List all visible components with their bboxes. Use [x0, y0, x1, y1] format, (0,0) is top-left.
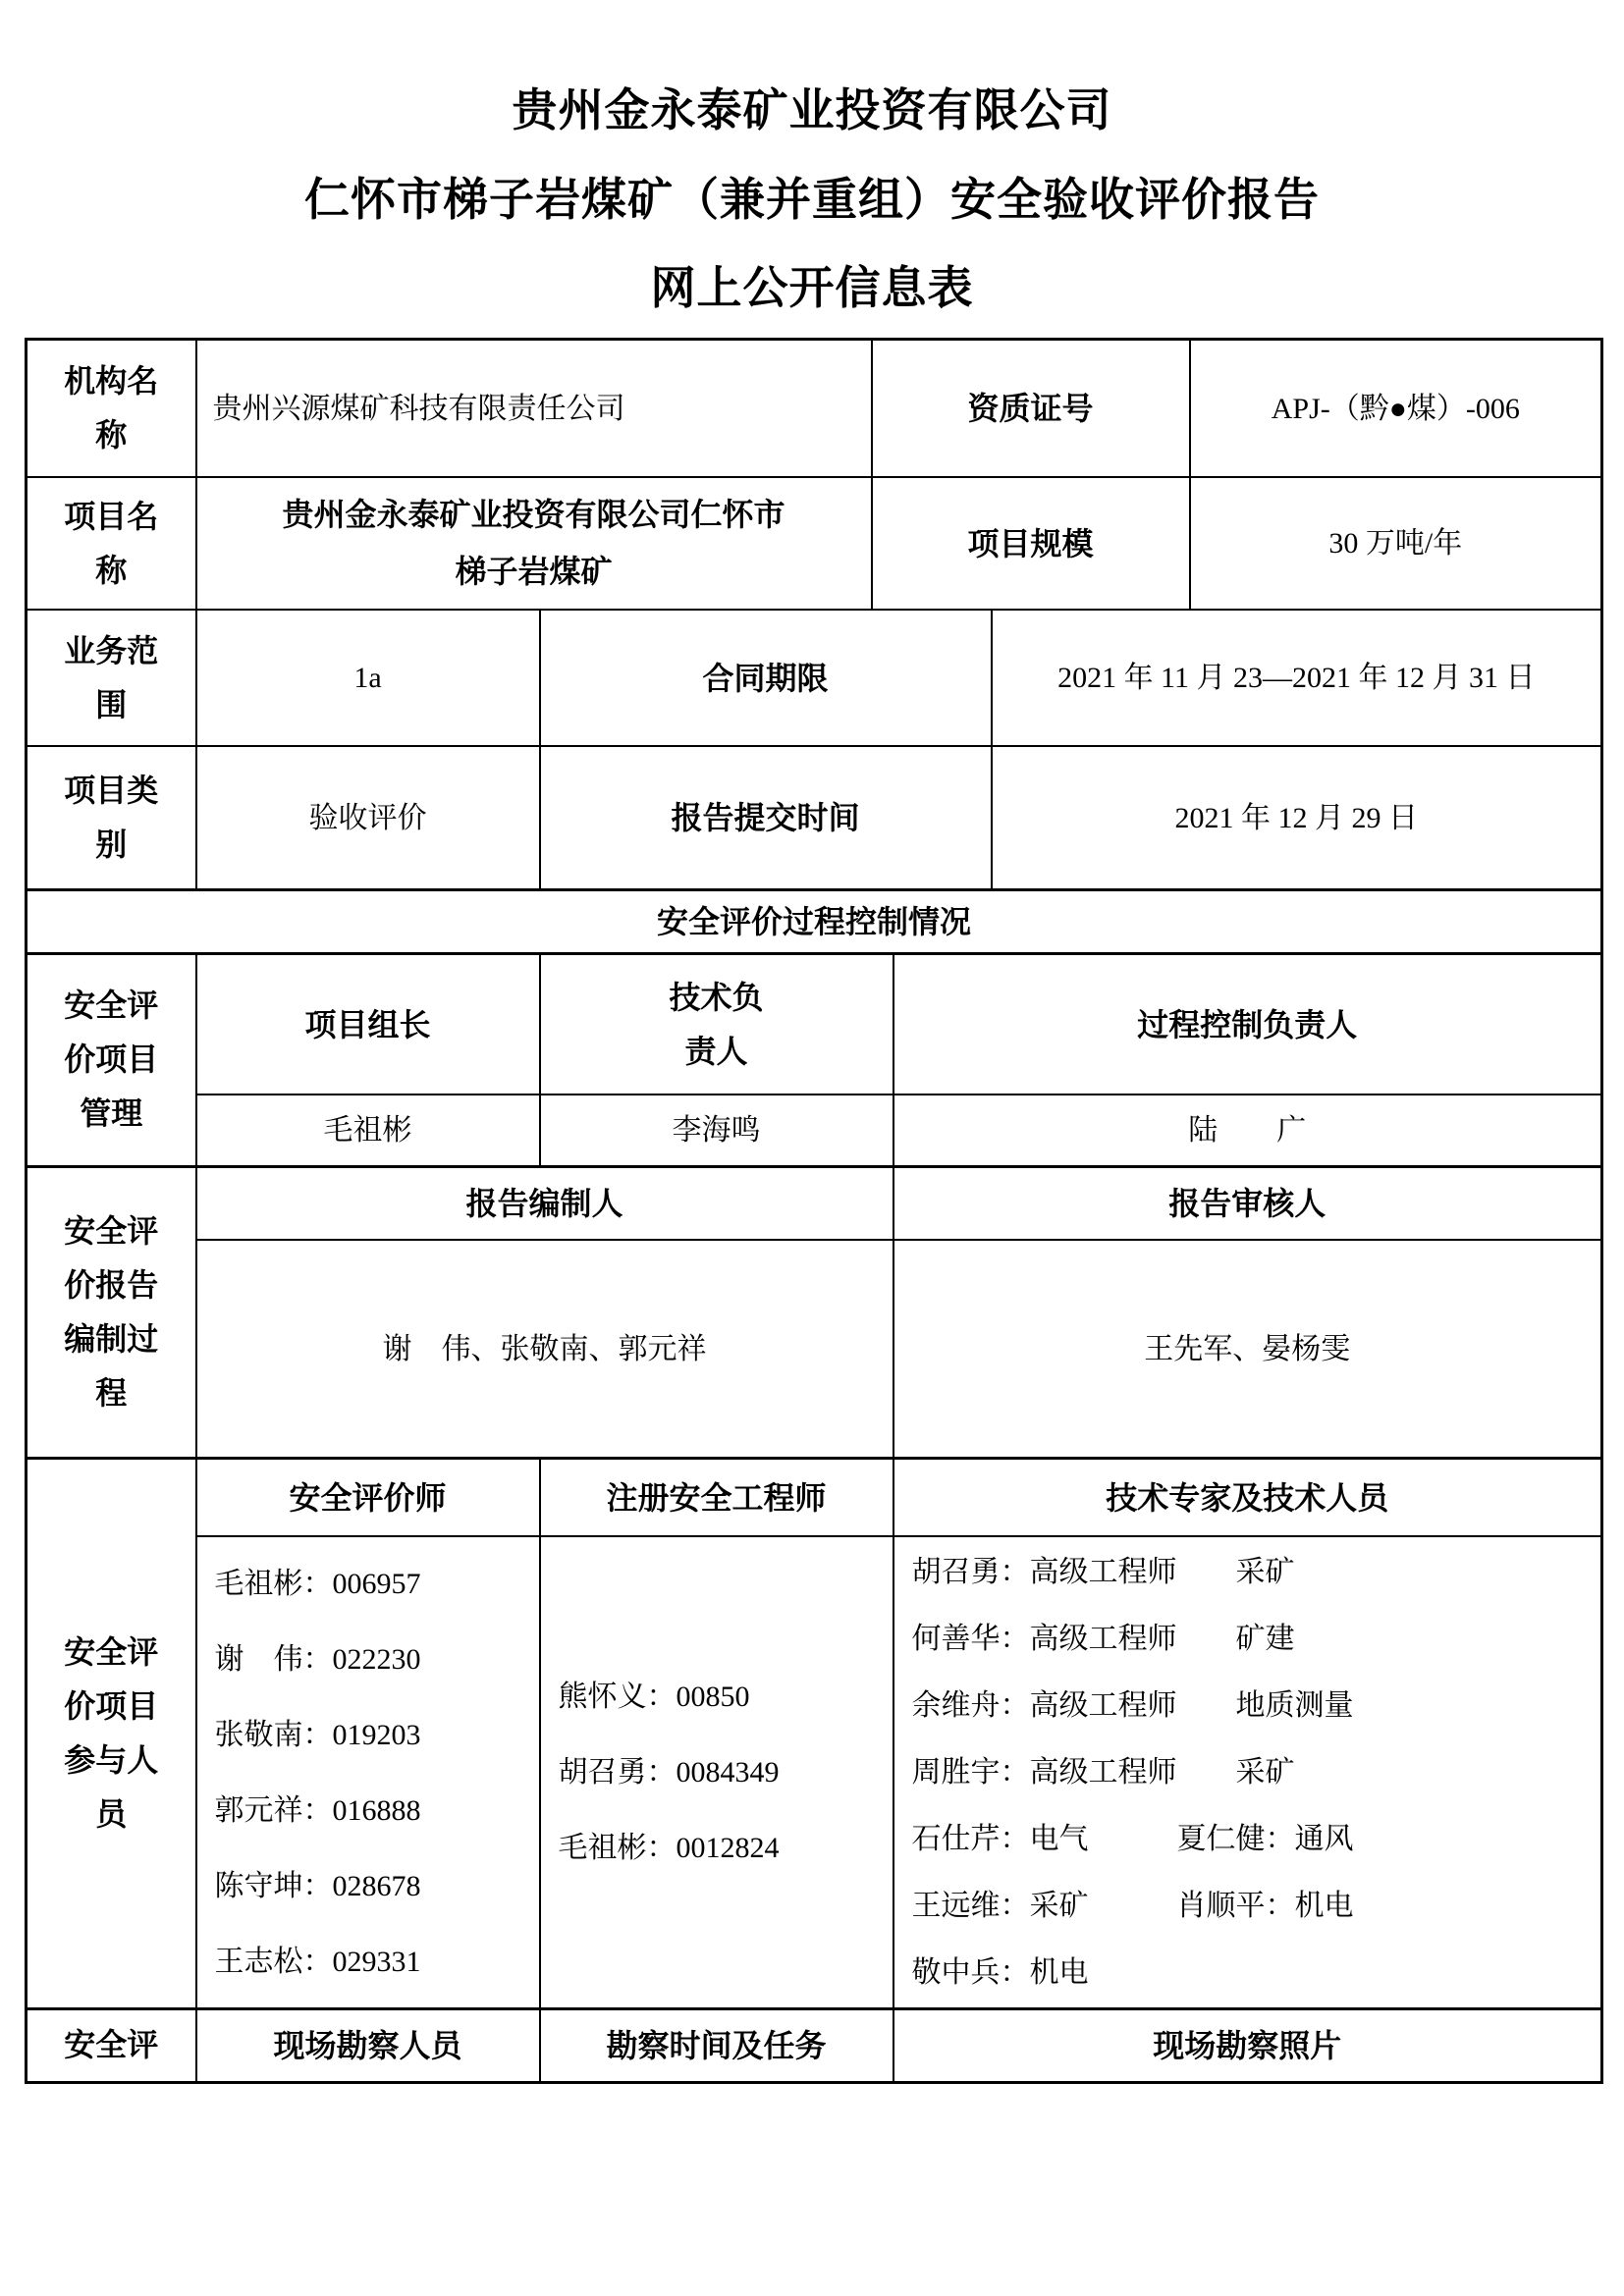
- row-survey-header: [27, 2008, 1602, 2082]
- process-control-header: 安全评价过程控制情况: [27, 889, 1602, 953]
- process-control-label: 过程控制负责人: [893, 953, 1602, 1095]
- row-participants-header: [27, 1458, 1602, 1536]
- doc-title-company: 贵州金永泰矿业投资有限公司: [512, 85, 1112, 135]
- assessor-label: 安全评价师: [196, 1458, 540, 1536]
- scope-value: 1a: [196, 610, 540, 746]
- survey-time-label: 勘察时间及任务: [540, 2008, 893, 2082]
- leader-label: 项目组长: [196, 953, 540, 1095]
- cert-value: APJ-（黔●煤）-006: [1190, 339, 1602, 477]
- row-scope: [27, 610, 1602, 746]
- writer-names: 谢 伟、张敬南、郭元祥: [196, 1240, 893, 1458]
- doc-title-report: 仁怀市梯子岩煤矿（兼并重组）安全验收评价报告: [304, 174, 1320, 225]
- contract-label: 合同期限: [540, 610, 992, 746]
- assessor-list: 毛祖彬：006957 谢 伟：022230 张敬南：019203 郭元祥：016888 陈守坤：028678 王志松：029331: [196, 1536, 540, 2008]
- row-participants-lists: [27, 1536, 1602, 2008]
- expert-list: 胡召勇：高级工程师 采矿 何善华：高级工程师 矿建 余维舟：高级工程师 地质测量 周胜宇：高级工程师 采矿 石仕芹：电气 夏仁健：通风 王远维：采矿 肖顺平：机电 敬中兵：机电: [893, 1536, 1602, 2008]
- scope-label: 业务范 围: [27, 610, 196, 746]
- org-label: 机构名 称: [27, 339, 196, 477]
- contract-value: 2021 年 11 月 23—2021 年 12 月 31 日: [992, 610, 1602, 746]
- engineer-label: 注册安全工程师: [540, 1458, 893, 1536]
- leader-name: 毛祖彬: [196, 1095, 540, 1166]
- row-org: [27, 339, 1602, 477]
- reviewer-names: 王先军、晏杨雯: [893, 1240, 1602, 1458]
- survey-label: 安全评: [27, 2008, 196, 2082]
- project-value: 贵州金永泰矿业投资有限公司仁怀市 梯子岩煤矿: [196, 477, 872, 610]
- info-table: [25, 338, 1603, 2084]
- reviewer-label: 报告审核人: [893, 1166, 1602, 1240]
- submit-label: 报告提交时间: [540, 746, 992, 889]
- compilation-label: 安全评 价报告 编制过 程: [27, 1166, 196, 1458]
- org-value: 贵州兴源煤矿科技有限责任公司: [196, 339, 872, 477]
- management-label: 安全评 价项目 管理: [27, 953, 196, 1166]
- process-control-name: 陆 广: [893, 1095, 1602, 1166]
- survey-people-label: 现场勘察人员: [196, 2008, 540, 2082]
- scale-value: 30 万吨/年: [1190, 477, 1602, 610]
- row-category: [27, 746, 1602, 889]
- row-process-header: [27, 889, 1602, 953]
- category-label: 项目类 别: [27, 746, 196, 889]
- tech-lead-label: 技术负 责人: [540, 953, 893, 1095]
- row-compilation-header: [27, 1166, 1602, 1240]
- doc-title-form: 网上公开信息表: [650, 263, 974, 314]
- participants-label: 安全评 价项目 参与人 员: [27, 1458, 196, 2008]
- row-project: [27, 477, 1602, 610]
- category-value: 验收评价: [196, 746, 540, 889]
- engineer-list: 熊怀义：00850 胡召勇：0084349 毛祖彬：0012824: [540, 1536, 893, 2008]
- writer-label: 报告编制人: [196, 1166, 893, 1240]
- row-management-values: [27, 1095, 1602, 1166]
- tech-lead-name: 李海鸣: [540, 1095, 893, 1166]
- project-label: 项目名 称: [27, 477, 196, 610]
- cert-label: 资质证号: [872, 339, 1190, 477]
- row-management-header: [27, 953, 1602, 1095]
- survey-photo-label: 现场勘察照片: [893, 2008, 1602, 2082]
- row-compilation-values: [27, 1240, 1602, 1458]
- expert-label: 技术专家及技术人员: [893, 1458, 1602, 1536]
- scale-label: 项目规模: [872, 477, 1190, 610]
- submit-value: 2021 年 12 月 29 日: [992, 746, 1602, 889]
